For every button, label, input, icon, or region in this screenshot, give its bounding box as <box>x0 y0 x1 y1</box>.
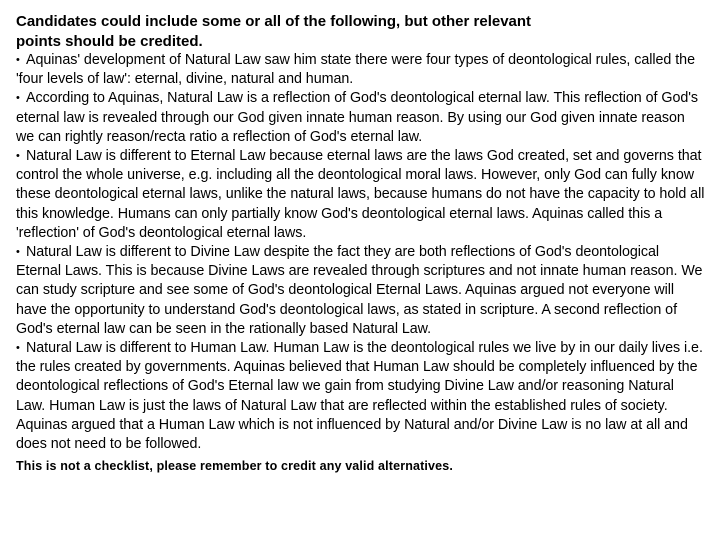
point-text: Natural Law is different to Divine Law despite the fact they are both reflections of God's deontological Eternal Laws. This is because Divine Laws are revealed through scriptures and not innate human reason. We can study scripture and see some of God's deontological Eternal Laws. Aquinas argued not everyone will have the opportunity to understand God's deontological laws, as stated in scripture. A second reflection of God's eternal law can be seen in the rationally based Natural Law. <box>16 244 703 337</box>
point-text: Aquinas' development of Natural Law saw him state there were four types of deontological rules, called the 'four levels of law': eternal, divine, natural and human. <box>16 52 695 88</box>
point-text: According to Aquinas, Natural Law is a reflection of God's deontological eternal law. This reflection of God's eternal law is revealed through our God given innate human reason. By using our God given innate reason we can rightly reason/recta ratio a reflection of God's eternal law. <box>16 90 699 145</box>
list-item <box>16 243 706 339</box>
list-item <box>16 147 706 243</box>
bullet-icon: • <box>16 342 20 355</box>
footer-note: This is not a checklist, please remember to credit any valid alternatives. <box>16 459 453 474</box>
point-text: Natural Law is different to Eternal Law because eternal laws are the laws God created, set and governs that control the whole universe, e.g. including all the deontological moral laws. However, only God can fully know these deontological eternal laws, unlike the natural laws, because humans do not have the capacity to hold all this knowledge. Humans can only partially know God's deontological eternal laws. Aquinas called this a 'reflection' of God's deontological eternal laws. <box>16 148 705 241</box>
mark-scheme-document <box>16 12 706 487</box>
mark-scheme-heading: Candidates could include some or all of the following, but other relevant points should be credited. <box>16 13 532 50</box>
bullet-icon: • <box>16 92 20 105</box>
list-item <box>16 339 706 454</box>
bullet-icon: • <box>16 246 20 259</box>
list-item <box>16 89 706 147</box>
bullet-icon: • <box>16 150 20 163</box>
point-text: Natural Law is different to Human Law. Human Law is the deontological rules we live by in our daily lives i.e. the rules created by governments. Aquinas believed that Human Law should be completely influenced by the deontological reflections of God's Eternal law we gain from studying Divine Law and/or reasoning Natural Law. Human Law is just the laws of Natural Law that are reflected within the established rules of society. Aquinas argued that a Human Law which is not influenced by Natural and/or Divine Law is no law at all and does not need to be followed. <box>16 340 703 453</box>
indicative-content-list <box>16 51 706 454</box>
bullet-icon: • <box>16 54 20 66</box>
list-item <box>16 51 706 89</box>
